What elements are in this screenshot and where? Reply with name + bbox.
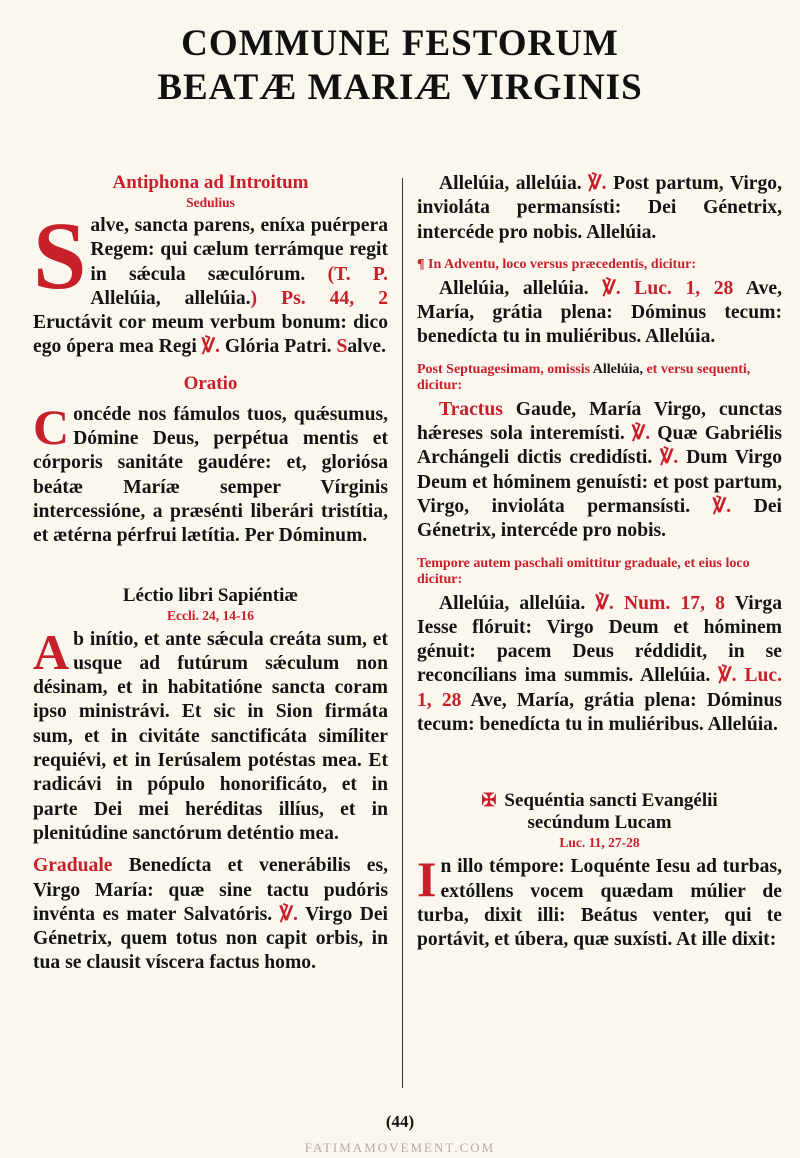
left-column (33, 172, 388, 976)
graduale-text (33, 854, 388, 975)
lectio-dropcap: A (33, 623, 70, 680)
tractus-text (417, 398, 782, 544)
versicle-symbol: ℣. (712, 495, 732, 517)
introit-author: Sedulius (186, 195, 235, 210)
paschal-text-a: Allelúia, allelúia. (439, 592, 596, 614)
page-number: (44) (385, 1112, 415, 1131)
alleluia-1-b: Post partum, Virgo, invioláta permansísti: Dei Génetrix, intercéde pro nobis. Allelúia. (417, 173, 782, 243)
septuagesima-rubric-b: et versu sequenti, dicitur: (417, 361, 751, 393)
introit-psalm-ref: Ps. 44, 2 (257, 287, 388, 309)
introit-text-a: alve, sancta parens, eníxa puérpera Regem: qui cælum terrámque regit in sǽcula sæculórum. (90, 215, 388, 285)
lectio-body: b inítio, et ante sǽcula creáta sum, et usque ad futúrum sǽculum non désinam, et in habitatióne sancta coram ipso ministrávi. Et sic in Sion firmáta sum, et in civitáte sanctificáta simíliter requiévi, et in Ierúsalem potéstas mea. Et radicávi in pópulo honorificáto, et in parte Dei mei heréditas illíus, et in plenitúdine sanctórum deténtio mea. (33, 628, 388, 844)
introit-repeat-rest: alve. (347, 336, 386, 358)
paschal-text (417, 592, 782, 738)
alleluia-1 (417, 172, 782, 245)
versicle-symbol: ℣. (631, 423, 651, 445)
paschal-ref-1: ℣. Num. 17, 8 (595, 592, 725, 614)
oratio-text (33, 398, 388, 549)
right-column (417, 172, 782, 953)
alleluia-1-a: Allelúia, allelúia. (439, 173, 589, 194)
versicle-symbol: ℣. (279, 903, 298, 925)
versicle-symbol: ℣. (201, 336, 220, 358)
introit-tp: (T. P. (327, 263, 388, 285)
page-title (0, 22, 800, 110)
lectio-heading: Léctio libri Sapiéntiæ (122, 584, 299, 606)
oratio-body: oncéde nos fámulos tuos, quǽsumus, Dómine Deus, perpétua mentis et córporis sanitáte gaudére: et, gloriósa beátæ Maríæ semper Vírginis intercessióne, a præsénti liberári tristítia, et ætérna pérfrui lætítia. Per Dóminum. (33, 403, 388, 547)
paschal-text-b: Virga Iesse flóruit: Virgo Deum et hóminem génuit: pacem Deus réddidit, in se reconcílians ima summis. Allelúia. (417, 592, 782, 687)
introit-tp-close: ) (250, 287, 258, 309)
title-line-2: BEATÆ MARIÆ VIRGINIS (157, 67, 643, 108)
septuagesima-rubric (417, 362, 782, 394)
oratio-heading: Oratio (183, 372, 238, 394)
tractus-label: Tractus (439, 398, 503, 420)
watermark: FATIMAMOVEMENT.COM (304, 1140, 496, 1155)
advent-text (417, 277, 782, 350)
graduale-label: Graduale (33, 855, 113, 877)
introit-dropcap: S (33, 202, 87, 309)
advent-ref: ℣. Luc. 1, 28 (602, 277, 734, 299)
advent-text-b: Ave, María, grátia plena: Dóminus tecum: benedícta tu in muliéribus. Allelúia. (417, 277, 782, 348)
tractus-text-d: Dei Génetrix, intercéde pro nobis. (417, 495, 782, 542)
gospel-text (417, 851, 782, 952)
introit-text-d: Glória Patri. (219, 336, 337, 358)
introit-text-c: Eructávit cor meum verbum bonum: dico ego ópera mea Regi (33, 312, 388, 358)
paschal-ref-2: ℣. Luc. 1, 28 (417, 665, 783, 711)
introit-heading: Antiphona ad Introitum (112, 172, 309, 193)
versicle-symbol: ℣. (588, 173, 607, 194)
tractus-text-c: Dum Virgo Deum et hóminem genuísti: et post partum, Virgo, invioláta permansísti. (417, 447, 783, 517)
gospel-heading (417, 789, 782, 834)
column-divider (402, 178, 403, 1088)
septuagesima-rubric-a: Post Septuagesimam, omissis (417, 361, 593, 377)
introit-repeat-cap: S (336, 336, 348, 358)
tractus-text-b: Quæ Gabriélis Archángeli dictis credidísti. (417, 423, 782, 469)
graduale-text-b: Virgo Dei Génetrix, quem totus non capit orbis, in tua se clausit víscera factus homo. (33, 903, 388, 974)
septuagesima-rubric-alleluia: Allelúia, (592, 361, 643, 377)
oratio-dropcap: C (33, 398, 70, 455)
gospel-body: n illo témpore: Loquénte Iesu ad turbas, extóllens vocem quædam múlier de turba, dixit illi: Beátus venter, qui te portávit, et úbera, quæ suxísti. At ille dixit: (417, 856, 782, 951)
lectio-text (33, 623, 388, 847)
gospel-dropcap: I (417, 851, 437, 908)
paschal-text-c: Ave, María, grátia plena: Dóminus tecum: benedícta tu in muliéribus. Allelúia. (417, 689, 782, 736)
advent-rubric: ¶ In Adventu, loco versus præcedentis, dicitur: (417, 256, 697, 272)
graduale-text-a: Benedícta et venerábilis es, Virgo María: quæ sine tactu pudóris invénta es mater Salvatóris. (33, 855, 388, 925)
advent-text-a: Allelúia, allelúia. (439, 277, 603, 299)
lectio-ref: Eccli. 24, 14-16 (167, 607, 254, 623)
gospel-heading-1: Sequéntia sancti Evangélii (504, 790, 718, 812)
versicle-symbol: ℣. (660, 447, 679, 469)
introit-text-b: Allelúia, allelúia. (90, 287, 251, 309)
gospel-ref: Luc. 11, 27-28 (559, 835, 640, 851)
gospel-heading-2: secúndum Lucam (527, 812, 672, 834)
tractus-text-a: Gaude, María Virgo, cunctas hǽreses sola interemísti. (417, 398, 782, 445)
cross-icon: ✠ (481, 790, 497, 811)
title-line-1: COMMUNE FESTORUM (181, 23, 619, 64)
paschal-rubric: Tempore autem paschali omittitur graduale, et eius loco dicitur: (417, 555, 750, 587)
